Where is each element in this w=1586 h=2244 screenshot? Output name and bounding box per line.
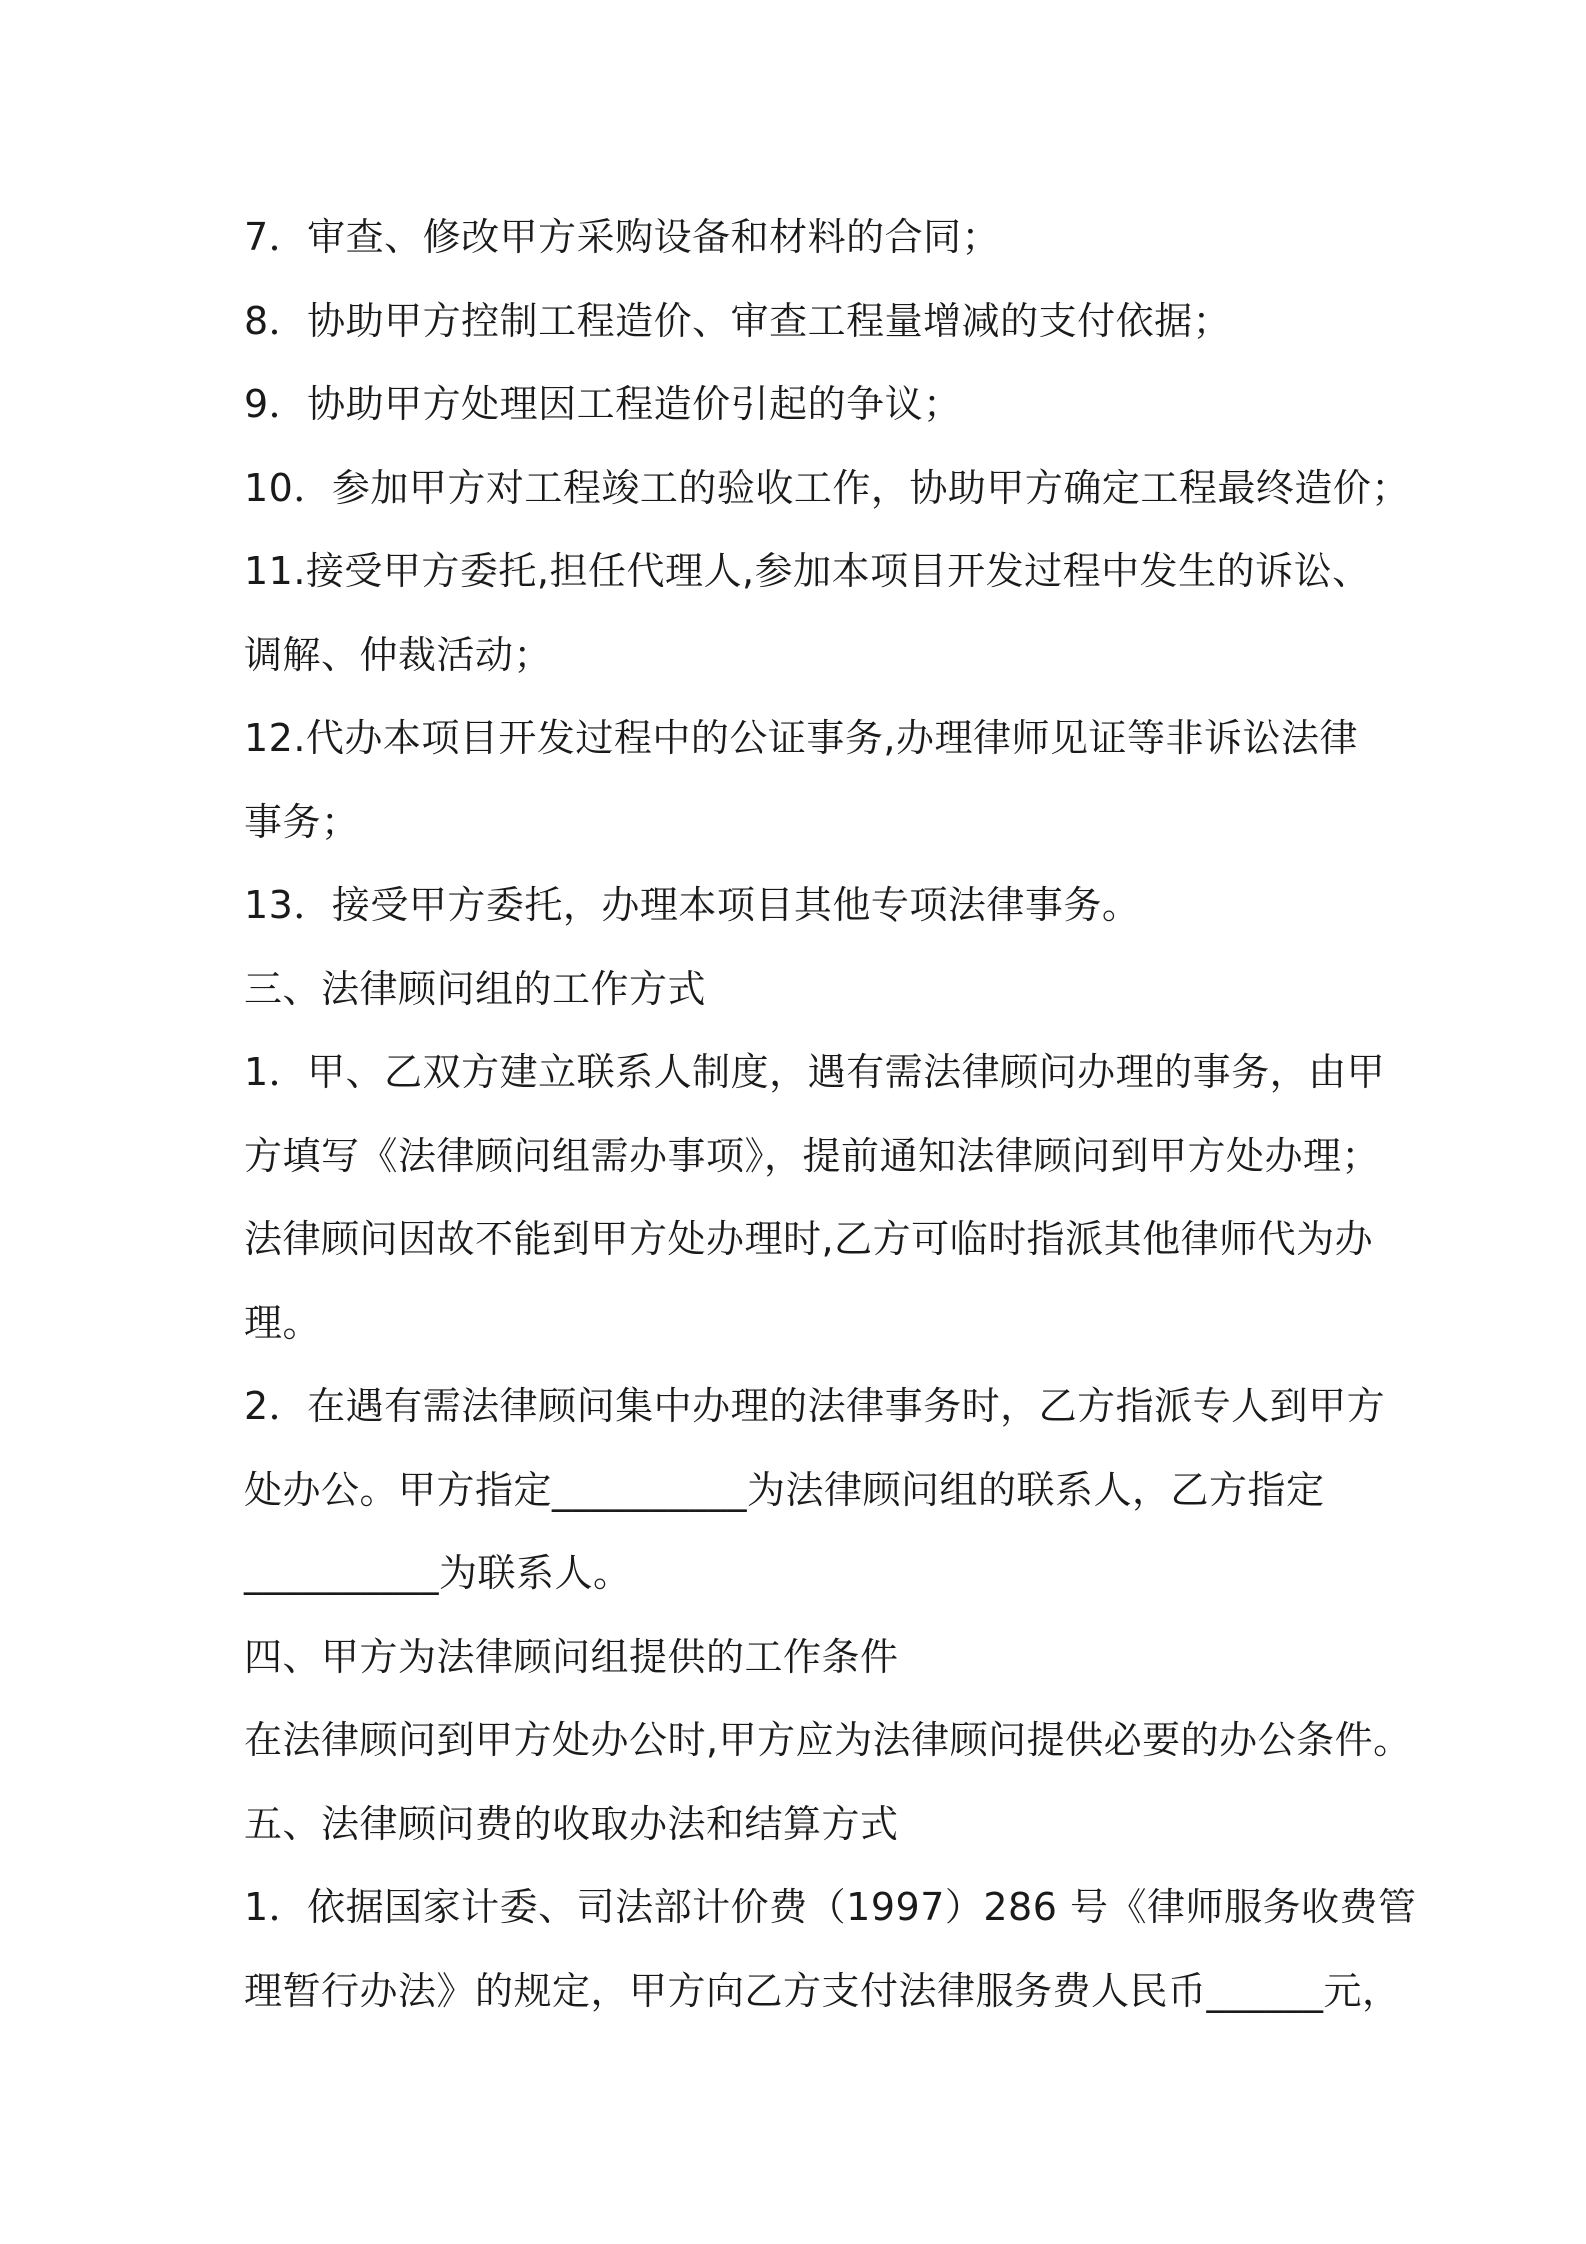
section-3-item-1-line-3: 法律顾问因故不能到甲方处办理时,乙方可临时指派其他律师代为办 (244, 1217, 1374, 1261)
clause-11-line-2: 调解、仲裁活动； (244, 632, 553, 677)
clause-12-line-1: 12.代办本项目开发过程中的公证事务,办理律师见证等非诉讼法律 (244, 716, 1359, 760)
clause-11-line-1: 11.接受甲方委托,担任代理人,参加本项目开发过程中发生的诉讼、 (244, 549, 1371, 593)
section-3-item-2-line-1: 2．在遇有需法律顾问集中办理的法律事务时，乙方指派专人到甲方 (244, 1384, 1386, 1428)
document-body (244, 196, 1417, 2033)
section-5-item-1-line-1: 1．依据国家计委、司法部计价费（1997）286 号《律师服务收费管 (244, 1885, 1417, 1929)
clause-13: 13．接受甲方委托，办理本项目其他专项法律事务。 (244, 883, 1141, 927)
section-4-body: 在法律顾问到甲方处办公时,甲方应为法律顾问提供必要的办公条件。 (244, 1718, 1412, 1762)
clause-10: 10．参加甲方对工程竣工的验收工作，协助甲方确定工程最终造价； (244, 465, 1410, 510)
section-5-item-1-line-2: 理暂行办法》的规定，甲方向乙方支付法律服务费人民币______元， (244, 1968, 1401, 2013)
section-heading-5: 五、法律顾问费的收取办法和结算方式 (244, 1801, 899, 1846)
section-3-item-1-line-2: 方填写《法律顾问组需办事项》，提前通知法律顾问到甲方处办理； (244, 1133, 1381, 1178)
clause-8: 8．协助甲方控制工程造价、审查工程量增减的支付依据； (244, 298, 1232, 343)
clause-12-line-2: 事务； (244, 799, 360, 844)
section-3-item-2-line-2: 处办公。甲方指定__________为法律顾问组的联系人，乙方指定 (244, 1467, 1325, 1512)
clause-7: 7．审查、修改甲方采购设备和材料的合同； (244, 215, 1001, 259)
section-heading-4: 四、甲方为法律顾问组提供的工作条件 (244, 1634, 899, 1679)
section-heading-3: 三、法律顾问组的工作方式 (244, 966, 707, 1011)
section-3-item-1-line-4: 理。 (244, 1300, 322, 1345)
clause-9: 9．协助甲方处理因工程造价引起的争议； (244, 382, 962, 426)
section-3-item-1-line-1: 1．甲、乙双方建立联系人制度，遇有需法律顾问办理的事务，由甲 (244, 1050, 1386, 1094)
section-3-item-2-line-3: __________为联系人。 (244, 1551, 632, 1595)
